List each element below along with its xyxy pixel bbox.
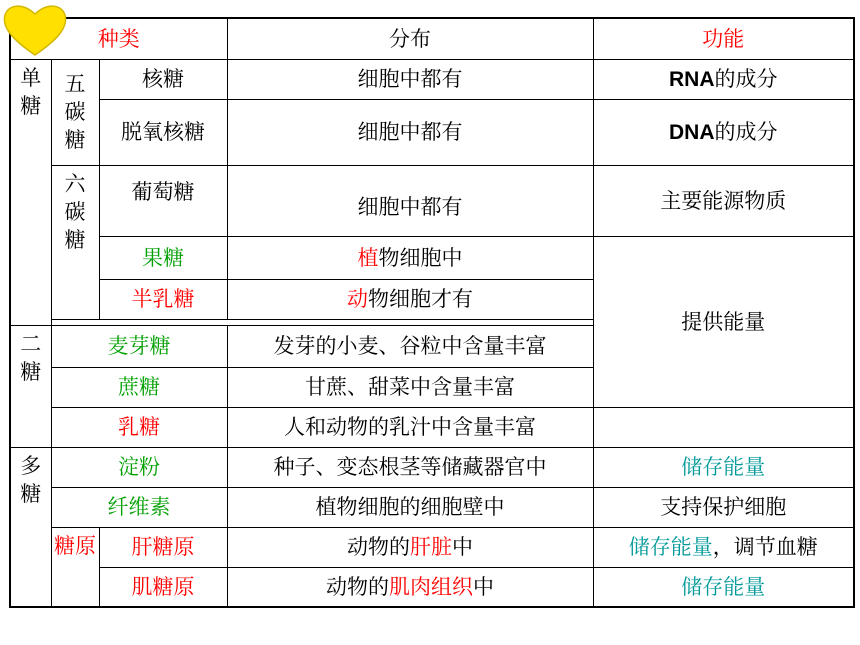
monosaccharide-label: 单 糖 (10, 59, 51, 325)
provide-energy: 提供能量 (593, 236, 854, 407)
maltose-dist: 发芽的小麦、谷粒中含量丰富 (227, 325, 593, 367)
starch-name: 淀粉 (51, 447, 227, 487)
table-row (10, 99, 854, 165)
sucrose-dist: 甘蔗、甜菜中含量丰富 (227, 367, 593, 407)
header-kind: 种类 (10, 18, 227, 59)
header-function: 功能 (593, 18, 854, 59)
lactose-dist: 人和动物的乳汁中含量丰富 (227, 407, 593, 447)
deoxyribose-name: 脱氧核糖 (99, 99, 227, 165)
table-row (10, 527, 854, 567)
sugar-classification-table (9, 17, 855, 608)
table-row (10, 487, 854, 527)
starch-dist: 种子、变态根茎等储藏器官中 (227, 447, 593, 487)
deoxyribose-func: DNA的成分 (593, 99, 854, 165)
galactose-name: 半乳糖 (99, 279, 227, 319)
table-row (10, 59, 854, 99)
muscle-glycogen-func: 储存能量 (593, 567, 854, 607)
table-row (10, 236, 854, 279)
ribose-func: RNA的成分 (593, 59, 854, 99)
glycogen-label: 糖原 (51, 527, 99, 607)
disaccharide-label: 二 糖 (10, 325, 51, 447)
muscle-glycogen-dist: 动物的肌肉组织中 (227, 567, 593, 607)
table-row (10, 567, 854, 607)
fructose-dist: 植物细胞中 (227, 236, 593, 279)
sucrose-name: 蔗糖 (51, 367, 227, 407)
deoxyribose-dist: 细胞中都有 (227, 99, 593, 165)
muscle-glycogen-name: 肌糖原 (99, 567, 227, 607)
header-row (10, 18, 854, 59)
galactose-dist: 动物细胞才有 (227, 279, 593, 319)
glucose-func: 主要能源物质 (593, 165, 854, 236)
cellulose-dist: 植物细胞的细胞壁中 (227, 487, 593, 527)
glucose-name: 葡萄糖 (99, 165, 227, 236)
header-distribution: 分布 (227, 18, 593, 59)
table-row (10, 165, 854, 236)
heart-icon (0, 0, 70, 60)
table-row (10, 447, 854, 487)
fructose-name: 果糖 (99, 236, 227, 279)
ribose-name: 核糖 (99, 59, 227, 99)
cellulose-func: 支持保护细胞 (593, 487, 854, 527)
hexose-label: 六 碳 糖 (51, 165, 99, 319)
glucose-dist: 细胞中都有 (227, 165, 593, 236)
liver-glycogen-dist: 动物的肝脏中 (227, 527, 593, 567)
cellulose-name: 纤维素 (51, 487, 227, 527)
lactose-name: 乳糖 (51, 407, 227, 447)
liver-glycogen-func: 储存能量，调节血糖 (593, 527, 854, 567)
ribose-dist: 细胞中都有 (227, 59, 593, 99)
starch-func: 储存能量 (593, 447, 854, 487)
pentose-label: 五 碳 糖 (51, 59, 99, 165)
maltose-name: 麦芽糖 (51, 325, 227, 367)
table-row (10, 407, 854, 447)
polysaccharide-label: 多 糖 (10, 447, 51, 607)
liver-glycogen-name: 肝糖原 (99, 527, 227, 567)
